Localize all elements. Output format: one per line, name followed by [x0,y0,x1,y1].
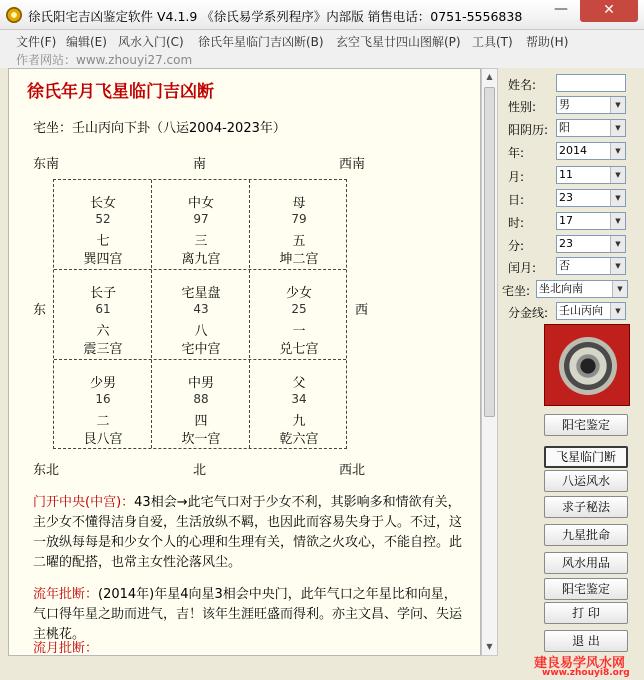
chevron-down-icon[interactable]: ▼ [610,143,625,159]
leap-month-select[interactable] [556,257,626,275]
chevron-down-icon[interactable]: ▼ [610,236,625,252]
chevron-down-icon[interactable]: ▼ [610,120,625,136]
minute-value: 23 [559,237,573,250]
cell-kan: 中男 88 四 坎一宫 [181,376,221,447]
calendar-label: 阳阴历: [508,123,549,137]
chevron-down-icon[interactable]: ▼ [610,303,625,319]
day-label: 日: [508,193,525,207]
compass-icon [559,337,617,395]
dir-northeast: 东北 [33,463,60,478]
month-label: 月: [508,170,525,184]
flying-star-grid [53,179,347,449]
menu-file[interactable]: 文件(F) [16,35,57,49]
menu-fengshui-intro[interactable]: 风水入门(C) [118,35,184,49]
chevron-down-icon[interactable]: ▼ [610,97,625,113]
report-panel [8,68,481,656]
year-analysis [33,585,465,645]
cell-dui: 少女 25 一 兑七宫 [279,286,319,357]
day-select[interactable] [556,189,626,207]
fenjin-value: 壬山丙向 [559,304,603,317]
minimize-button[interactable]: — [554,1,568,17]
dir-northwest: 西北 [339,463,366,478]
name-label: 姓名: [508,78,537,92]
cell-xun: 长女 52 七 巽四宫 [83,196,123,267]
calendar-value: 阳 [559,121,570,134]
hour-label: 时: [508,216,525,230]
watermark-line1: 建良易学风水网 [534,656,626,671]
close-button[interactable]: ✕ [580,0,638,22]
minute-label: 分: [508,239,525,253]
cell-kun: 母 79 五 坤二宫 [279,196,319,267]
fenjin-select[interactable] [556,302,626,320]
menu-edit[interactable]: 编辑(E) [66,35,107,49]
author-bar [0,50,644,68]
calendar-select[interactable] [556,119,626,137]
dir-west: 西 [355,303,369,318]
month-analysis-label: 流月批断： [33,641,99,656]
exit-button[interactable]: 退 出 [544,630,628,652]
chevron-down-icon[interactable]: ▼ [610,167,625,183]
menu-tools[interactable]: 工具(T) [472,35,513,49]
menu-bar [0,30,644,50]
print-button[interactable]: 打 印 [544,602,628,624]
menu-year-star[interactable]: 徐氏年星临门吉凶断(B) [198,35,324,49]
watermark [532,652,642,680]
fenjin-label: 分金线: [508,306,549,320]
dir-east: 东 [33,303,47,318]
dir-south: 南 [193,157,207,172]
author-site: 作者网站：www.zhouyi27.com [16,53,193,67]
day-value: 23 [559,191,573,204]
chevron-down-icon[interactable]: ▼ [610,258,625,274]
title-bar [0,0,644,30]
gender-select[interactable] [556,96,626,114]
gate-analysis-label: 门开中央(中宫)： [33,495,135,510]
scroll-down-icon[interactable]: ▼ [486,642,493,651]
hour-select[interactable] [556,212,626,230]
fengshui-goods-button[interactable]: 风水用品 [544,552,628,574]
month-value: 11 [559,168,573,181]
cell-zhen: 长子 61 六 震三宫 [83,286,123,357]
flying-star-gate-button[interactable]: 飞星临门断 [544,446,628,468]
menu-flying-star[interactable]: 玄空飞星廿四山图解(P) [336,35,461,49]
dir-southwest: 西南 [339,157,366,172]
house-seat-value: 坐北向南 [539,282,583,295]
watermark-line2: www.zhouyi8.org [542,668,630,678]
report-scrollbar[interactable] [481,68,498,656]
minute-select[interactable] [556,235,626,253]
gender-value: 男 [559,98,570,111]
cell-center: 宅星盘 43 八 宅中宫 [181,286,221,357]
gender-label: 性别: [508,100,537,114]
luopan-compass-image [544,324,630,406]
cell-qian: 父 34 九 乾六宫 [279,376,319,447]
dir-north: 北 [193,463,207,478]
year-label: 年: [508,146,525,160]
window-title: 徐氏阳宅吉凶鉴定软件 V4.1.9 《徐氏易学系列程序》内部版 销售电话：0751-5556838 [28,9,523,24]
chevron-down-icon[interactable]: ▼ [610,213,625,229]
year-analysis-text: (2014年)年星4向星3相会中央门，此年气口之年星比和向星，气口得年星之助而进气，吉！该年生涯旺盛而得利。亦主文昌、学问、失运主桃花。 [33,587,463,642]
cell-li: 中女 97 三 离九宫 [181,196,221,267]
house-seat-label: 宅坐: [502,284,531,298]
leap-month-label: 闰月: [508,261,537,275]
month-analysis [33,639,465,656]
chevron-down-icon[interactable]: ▼ [612,281,627,297]
year-select[interactable] [556,142,626,160]
name-input[interactable] [556,74,626,92]
year-value: 2014 [559,144,587,157]
hour-value: 17 [559,214,573,227]
yangzhai-assess-2-button[interactable]: 阳宅鉴定 [544,578,628,600]
menu-help[interactable]: 帮助(H) [526,35,569,49]
dir-southeast: 东南 [33,157,60,172]
scroll-thumb[interactable] [484,87,495,417]
yangzhai-assess-button[interactable]: 阳宅鉴定 [544,414,628,436]
gate-analysis [33,493,465,573]
year-analysis-label: 流年批断： [33,587,99,602]
cell-gen: 少男 16 二 艮八宫 [83,376,123,447]
qiuzi-button[interactable]: 求子秘法 [544,496,628,518]
app-icon [6,7,22,23]
chevron-down-icon[interactable]: ▼ [610,190,625,206]
house-seat-select[interactable] [536,280,628,298]
gate-analysis-text: 43相会→此宅气口对于少女不利，其影响多和情欲有关，主少女不懂得洁身自爱，生活放纵不羁，也因此而容易失身于人。不过，这一放纵每每是和少女个人的心理和生理有关，情欲之火攻心，不能自控。此二曜的配搭，也常主女性沦落风尘。 [33,495,463,570]
house-orientation: 宅坐：壬山丙向下卦（八运2004-2023年） [33,121,286,136]
month-select[interactable] [556,166,626,184]
nine-star-button[interactable]: 九星批命 [544,524,628,546]
period8-fengshui-button[interactable]: 八运风水 [544,470,628,492]
leap-month-value: 否 [559,259,570,272]
scroll-up-icon[interactable]: ▲ [486,72,493,81]
report-heading: 徐氏年月飞星临门吉凶断 [27,82,214,102]
